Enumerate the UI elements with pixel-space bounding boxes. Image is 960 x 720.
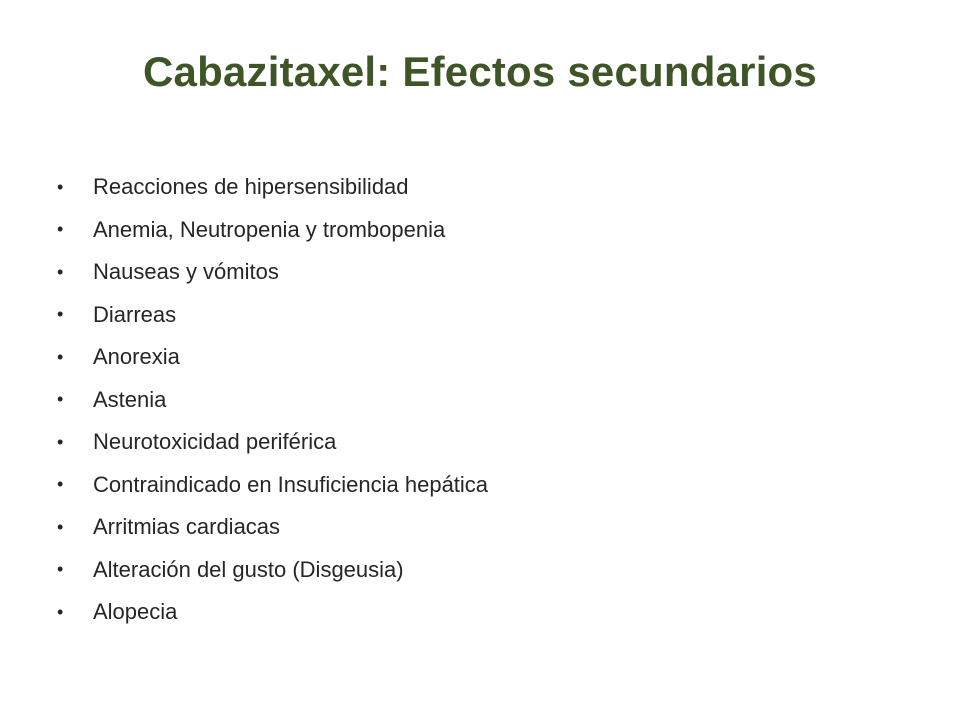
bullet-dot-icon: • (57, 559, 64, 580)
list-item (57, 464, 917, 507)
list-item-text: Diarreas (93, 301, 177, 327)
list-item (57, 506, 917, 549)
list-item (57, 209, 917, 252)
bullet-list (57, 166, 917, 634)
list-item-text: Astenia (93, 386, 167, 412)
bullet-dot-icon: • (57, 176, 64, 197)
bullet-dot-icon: • (57, 389, 64, 410)
list-item (57, 379, 917, 422)
bullet-dot-icon: • (57, 431, 64, 452)
list-item (57, 251, 917, 294)
bullet-dot-icon: • (57, 601, 64, 622)
slide-title: Cabazitaxel: Efectos secundarios (143, 48, 817, 95)
list-item-text: Contraindicado en Insuficiencia hepática (93, 471, 489, 497)
bullet-dot-icon: • (57, 261, 64, 282)
list-item (57, 421, 917, 464)
list-item-text: Anorexia (93, 344, 180, 370)
list-item-text: Nauseas y vómitos (93, 259, 279, 285)
bullet-dot-icon: • (57, 516, 64, 537)
list-item (57, 591, 917, 634)
bullet-dot-icon: • (57, 304, 64, 325)
list-item-text: Neurotoxicidad periférica (93, 429, 337, 455)
bullet-dot-icon: • (57, 474, 64, 495)
bullet-dot-icon: • (57, 346, 64, 367)
list-item-text: Alopecia (93, 599, 178, 625)
list-item (57, 294, 917, 337)
list-item-text: Reacciones de hipersensibilidad (93, 174, 409, 200)
list-item (57, 336, 917, 379)
bullet-dot-icon: • (57, 219, 64, 240)
list-item (57, 549, 917, 592)
list-item (57, 166, 917, 209)
list-item-text: Anemia, Neutropenia y trombopenia (93, 216, 446, 242)
list-item-text: Alteración del gusto (Disgeusia) (93, 556, 404, 582)
list-item-text: Arritmias cardiacas (93, 514, 281, 540)
